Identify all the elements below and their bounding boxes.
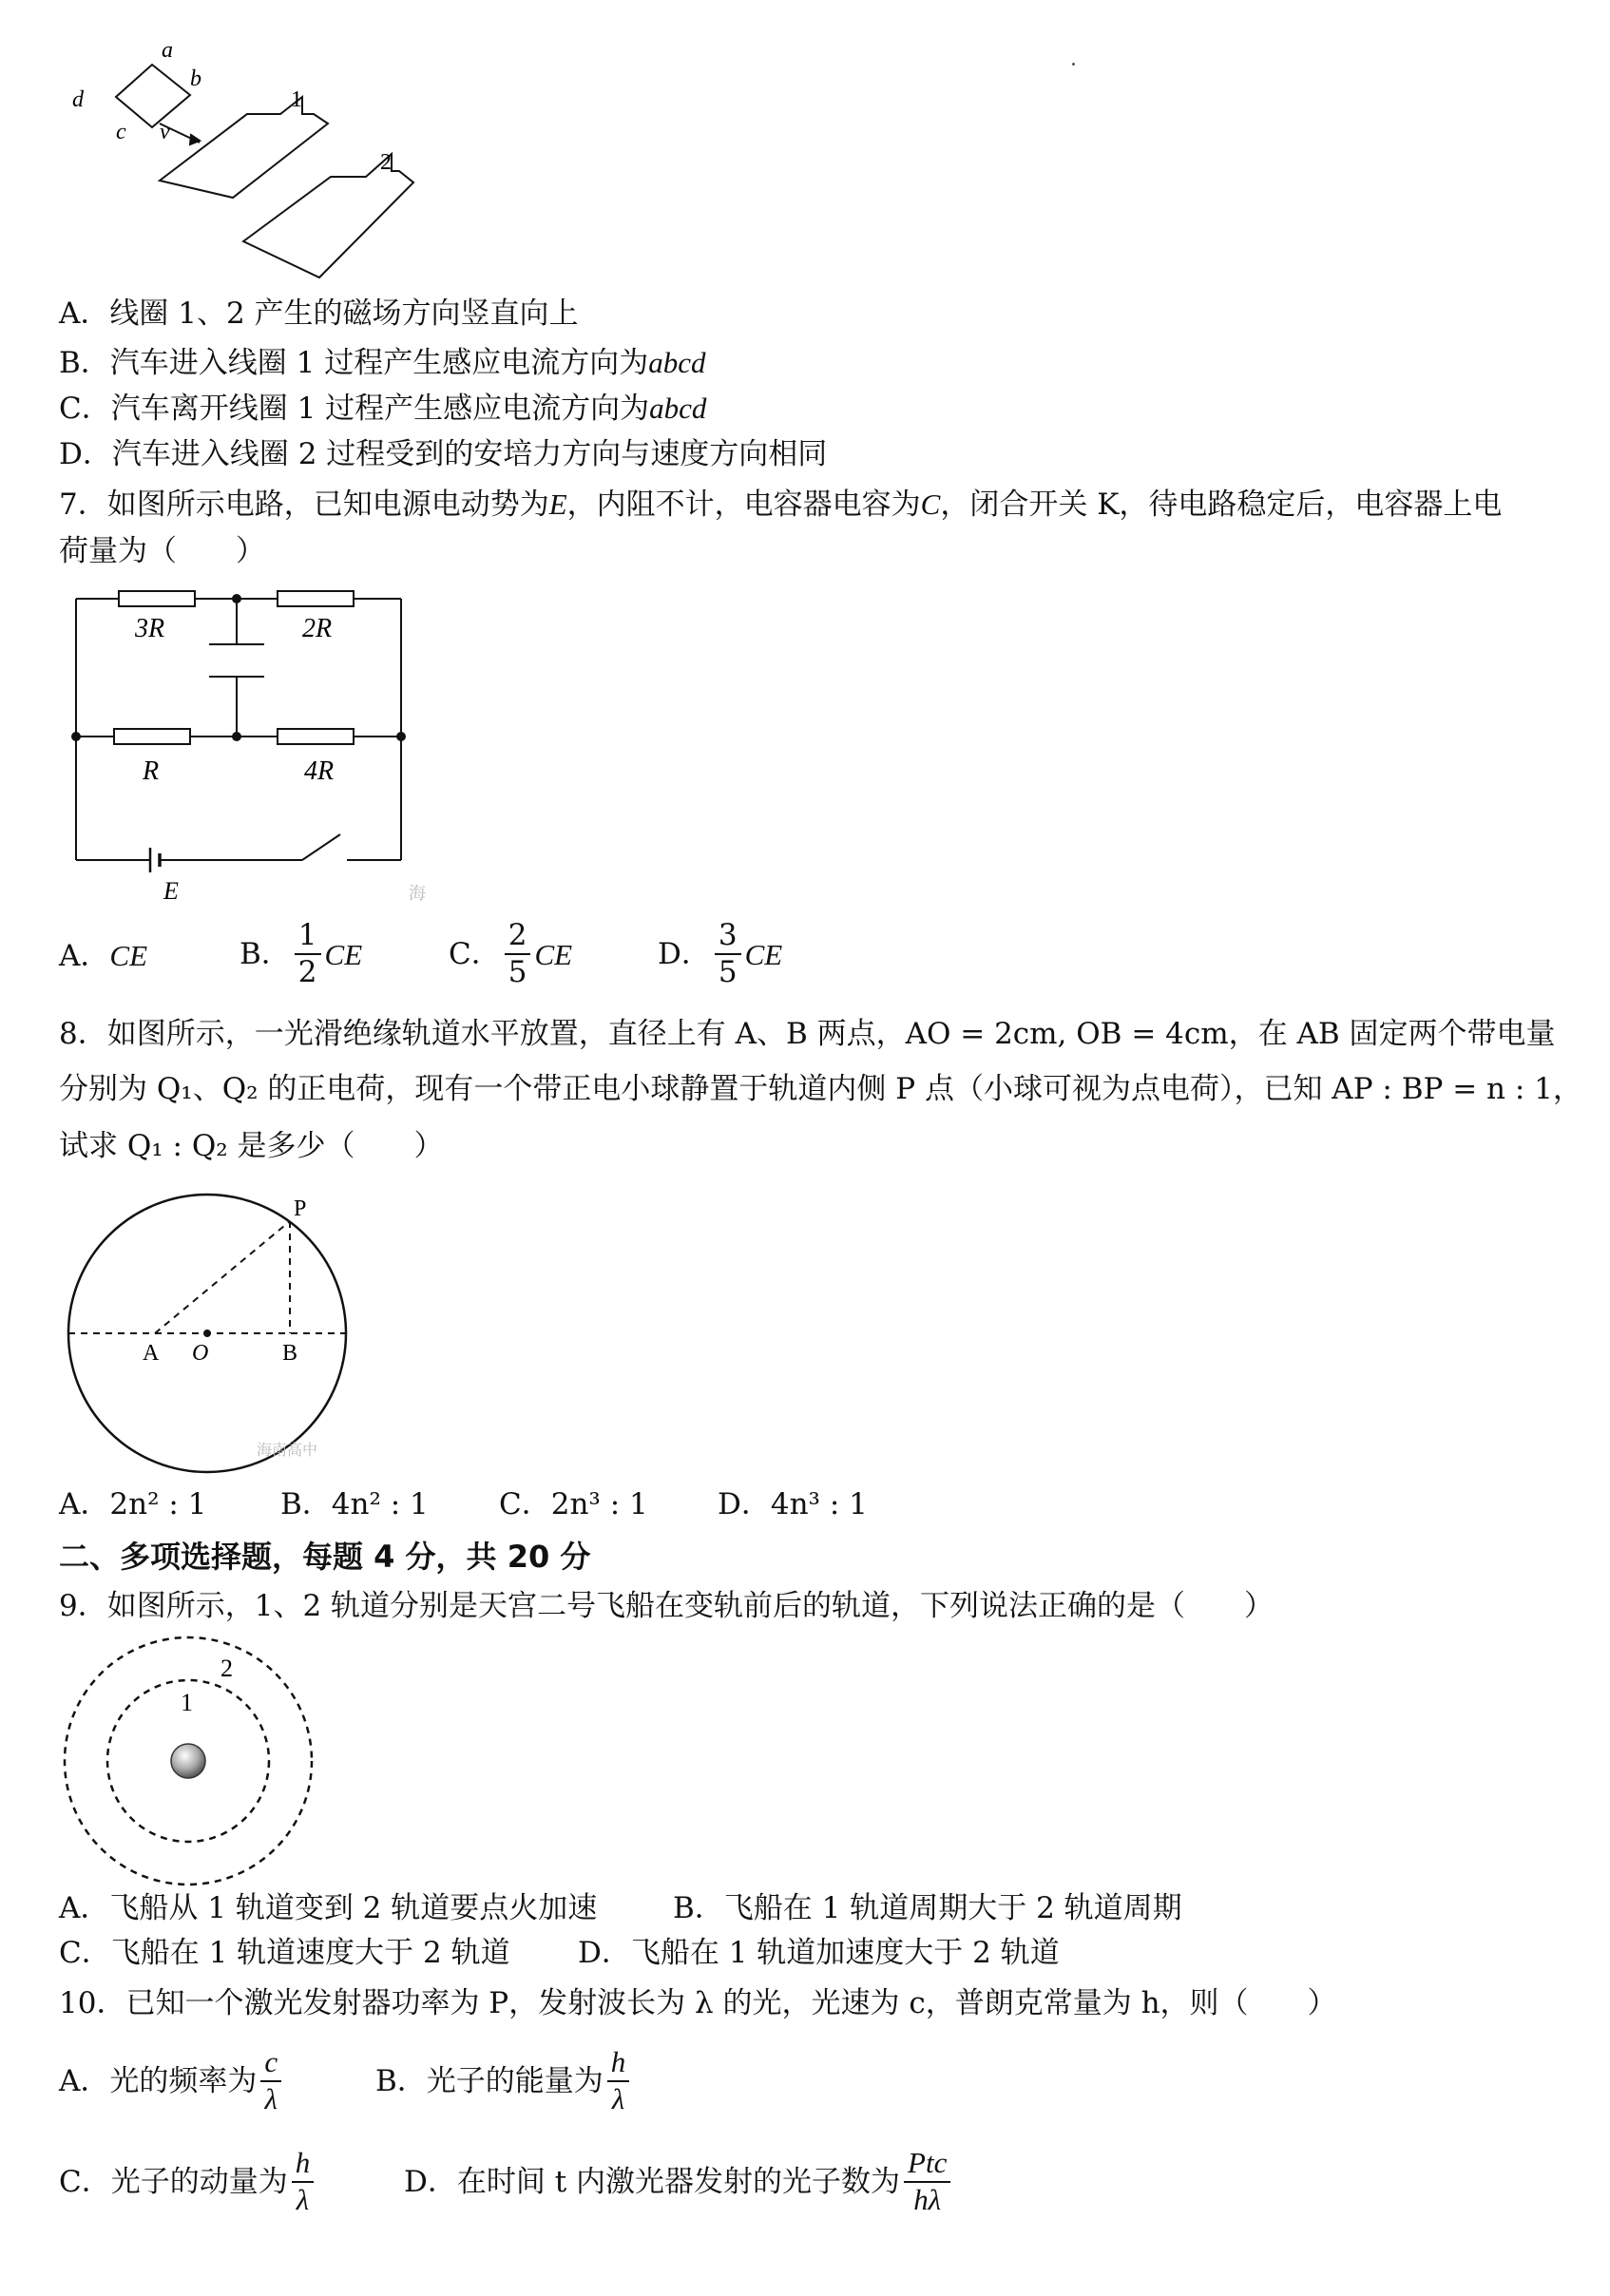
q6-option-c	[59, 393, 706, 424]
watermark: 海南高中	[257, 1441, 318, 1459]
q7-option-c-label: C．	[449, 936, 501, 971]
q10-option-a-fraction	[260, 2047, 281, 2114]
q8-option-a: A．2n² : 1	[59, 1487, 207, 1521]
q7-option-c-den: 5	[508, 955, 527, 989]
resistor-4R	[278, 729, 354, 744]
label-4R: 4R	[304, 756, 335, 786]
q8-stem-line1: 8．如图所示，一光滑绝缘轨道水平放置，直径上有 A、B 两点，AO = 2cm, OB = 4cm，在 AB 固定两个带电量	[59, 1017, 1556, 1051]
q10-option-c	[59, 2136, 317, 2228]
q10-option-c-text: C．光子的动量为	[59, 2164, 288, 2199]
q10-option-b-num: h	[607, 2047, 630, 2082]
q6-option-b	[59, 348, 705, 378]
label-orbit-1: 1	[181, 1689, 193, 1716]
q7-stem-line2: 荷量为（ ）	[59, 534, 265, 568]
coil-1	[160, 97, 328, 198]
q10-option-d-text: D．在时间 t 内激光器发射的光子数为	[404, 2164, 901, 2199]
q8-option-b: B．4n² : 1	[280, 1487, 429, 1521]
center-O	[203, 1330, 211, 1337]
q8-option-d: D．4n³ : 1	[718, 1487, 868, 1521]
q8-stem-line3: 试求 Q₁ : Q₂ 是多少（ ）	[59, 1129, 444, 1163]
q7-option-b-num: 1	[295, 920, 321, 955]
q7-option-d-expr: CE	[744, 937, 783, 971]
label-B: B	[282, 1341, 298, 1366]
q8-option-c: C．2n³ : 1	[499, 1487, 648, 1521]
label-O: O	[192, 1341, 209, 1366]
resistor-2R	[278, 591, 354, 606]
q6-option-b-abcd: abcd	[648, 346, 706, 379]
car-frame	[116, 65, 190, 127]
planet	[171, 1744, 205, 1778]
q10-option-b	[375, 2036, 633, 2127]
q7-option-b	[240, 916, 362, 992]
stray-dot	[1072, 63, 1075, 66]
label-P: P	[294, 1196, 307, 1221]
q10-option-d-den: hλ	[913, 2183, 942, 2216]
q7-option-c-expr: CE	[534, 937, 573, 971]
q7-option-d-den: 5	[718, 955, 738, 989]
resistor-3R	[119, 591, 195, 606]
q7-stem-part3: ，闭合开关 K，待电路稳定后，电容器上电	[940, 488, 1503, 522]
segment-AP	[155, 1221, 290, 1333]
q7-stem-line1	[59, 489, 1502, 520]
q7-option-b-den: 2	[297, 955, 317, 989]
q9-option-d: D．飞船在 1 轨道加速度大于 2 轨道	[578, 1936, 1060, 1970]
label-orbit-2: 2	[220, 1655, 233, 1682]
label-coil-1: 1	[291, 87, 302, 112]
q9-orbit-figure	[57, 1633, 333, 1889]
q9-option-b: B．飞船在 1 轨道周期大于 2 轨道周期	[673, 1891, 1182, 1925]
q10-option-b-fraction	[607, 2047, 630, 2114]
q10-option-c-den: λ	[296, 2183, 310, 2216]
q10-option-a-den: λ	[264, 2082, 278, 2115]
label-b: b	[190, 67, 201, 91]
label-coil-2: 2	[380, 150, 392, 175]
q9-stem: 9．如图所示，1、2 轨道分别是天宫二号飞船在变轨前后的轨道，下列说法正确的是（ ）	[59, 1589, 1275, 1623]
q10-option-d-fraction	[904, 2148, 950, 2215]
q10-option-c-num: h	[292, 2148, 315, 2183]
q6-option-d: D．汽车进入线圈 2 过程受到的安培力方向与速度方向相同	[59, 437, 828, 471]
watermark: 海	[409, 884, 426, 904]
q7-option-a-expr: CE	[109, 939, 148, 972]
q7-circuit-figure	[57, 580, 428, 912]
q10-option-b-text: B．光子的能量为	[375, 2063, 604, 2098]
section-heading: 二、多项选择题，每题 4 分，共 20 分	[59, 1539, 591, 1575]
q7-option-a-label: A．	[59, 939, 110, 973]
q7-option-d-label: D．	[658, 936, 711, 971]
q10-option-d	[404, 2136, 954, 2228]
q10-option-c-fraction	[292, 2148, 315, 2215]
q7-option-d	[658, 916, 782, 992]
label-c: c	[116, 120, 126, 144]
q8-track-figure	[57, 1193, 380, 1478]
q7-stem-part1: 7．如图所示电路，已知电源电动势为	[59, 488, 549, 522]
q7-option-d-num: 3	[715, 920, 741, 955]
q8-stem-line2: 分别为 Q₁、Q₂ 的正电荷，现有一个带正电小球静置于轨道内侧 P 点（小球可视为点电荷），已知 AP : BP = n : 1，	[59, 1072, 1582, 1106]
label-d: d	[72, 87, 84, 112]
q10-option-a-text: A．光的频率为	[59, 2063, 258, 2098]
q7-option-a	[59, 941, 147, 971]
q7-stem-C: C	[920, 488, 941, 521]
q7-option-b-label: B．	[240, 936, 291, 971]
label-3R: 3R	[135, 614, 165, 643]
q9-option-c: C．飞船在 1 轨道速度大于 2 轨道	[59, 1936, 510, 1970]
q6-coil-figure	[57, 29, 418, 295]
q7-option-b-expr: CE	[324, 937, 363, 971]
q6-option-b-text: B．汽车进入线圈 1 过程产生感应电流方向为	[59, 346, 649, 380]
q10-option-d-num: Ptc	[904, 2148, 950, 2183]
q7-option-b-fraction	[295, 920, 321, 987]
label-a: a	[162, 38, 173, 63]
q9-option-a: A．飞船从 1 轨道变到 2 轨道要点火加速	[59, 1891, 598, 1925]
label-v: v	[160, 120, 170, 144]
q7-option-c-num: 2	[505, 920, 531, 955]
q6-option-a: A．线圈 1、2 产生的磁场方向竖直向上	[59, 297, 579, 331]
resistor-R	[114, 729, 190, 744]
label-E: E	[163, 877, 179, 905]
q10-option-a-num: c	[260, 2047, 281, 2082]
q7-stem-part2: ，内阻不计，电容器电容为	[566, 488, 921, 522]
q10-option-b-den: λ	[611, 2082, 625, 2115]
q6-option-c-abcd: abcd	[649, 392, 707, 425]
switch-K	[302, 834, 340, 860]
q7-options	[59, 916, 1009, 992]
label-A: A	[143, 1341, 160, 1366]
q7-option-c	[449, 916, 572, 992]
label-2R: 2R	[302, 614, 333, 643]
q7-option-c-fraction	[505, 920, 531, 987]
q6-option-c-text: C．汽车离开线圈 1 过程产生感应电流方向为	[59, 392, 650, 426]
q10-stem: 10．已知一个激光发射器功率为 P，发射波长为 λ 的光，光速为 c，普朗克常量为 h，则（ ）	[59, 1986, 1337, 2020]
q7-option-d-fraction	[715, 920, 741, 987]
q10-option-a	[59, 2036, 285, 2127]
q7-stem-E: E	[548, 488, 567, 521]
label-R: R	[143, 756, 160, 786]
